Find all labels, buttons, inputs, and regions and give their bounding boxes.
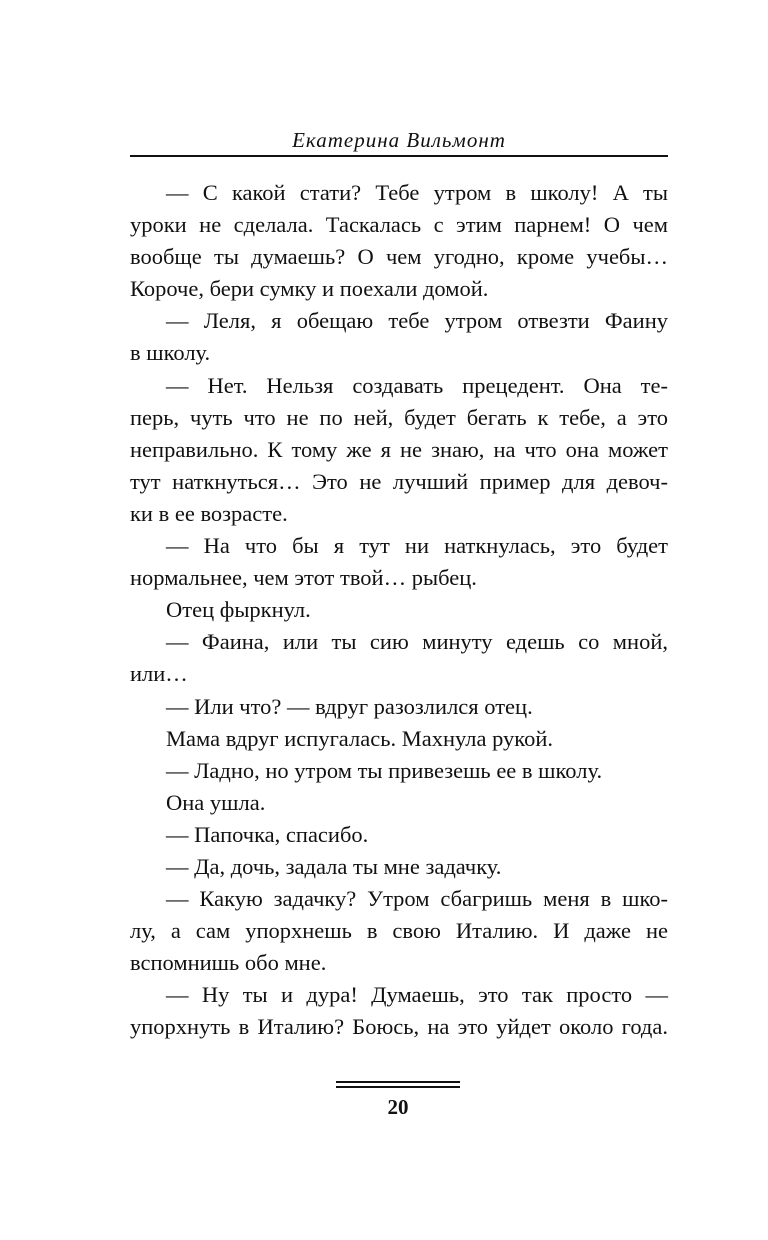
text-line: — Да, дочь, задала ты мне задачку. <box>166 853 502 879</box>
footer-double-rule <box>336 1081 460 1088</box>
text-line: — Папочка, спасибо. <box>166 821 369 847</box>
body-text <box>130 177 668 1044</box>
text-line: неправильно. К тому же я не знаю, на что она может <box>130 436 668 462</box>
text-line: — Нет. Нельзя создавать прецедент. Она те- <box>166 372 668 398</box>
text-line: вообще ты думаешь? О чем угодно, кроме учебы… <box>130 244 668 270</box>
text-line: Короче, бери сумку и поехали домой. <box>130 276 489 302</box>
text-line: — Леля, я обещаю тебе утром отвезти Фаину <box>166 308 668 334</box>
text-line: — Ну ты и дура! Думаешь, это так просто — <box>166 982 668 1008</box>
text-line: Она ушла. <box>166 789 266 815</box>
page-number: 20 <box>387 1095 409 1119</box>
text-line: лу, а сам упорхнешь в свою Италию. И даже не <box>130 918 668 944</box>
text-line: — Ладно, но утром ты привезешь ее в школу. <box>166 757 603 783</box>
text-line: перь, чуть что не по ней, будет бегать к тебе, а это <box>130 404 668 430</box>
text-line: — Или что? — вдруг разозлился отец. <box>166 693 533 719</box>
text-line: ки в ее возрасте. <box>130 500 288 526</box>
text-line: упорхнуть в Италию? Боюсь, на это уйдет около года. <box>130 1014 668 1040</box>
header-divider <box>130 155 668 157</box>
text-line: или… <box>130 661 188 687</box>
text-line: тут наткнуться… Это не лучший пример для девоч- <box>130 468 668 494</box>
text-line: — Фаина, или ты сию минуту едешь со мной, <box>166 629 668 655</box>
text-line: — На что бы я тут ни наткнулась, это будет <box>166 533 668 559</box>
text-line: вспомнишь обо мне. <box>130 950 327 976</box>
running-head-author: Екатерина Вильмонт <box>292 128 506 152</box>
text-line: в школу. <box>130 340 211 366</box>
text-line: нормальнее, чем этот твой… рыбец. <box>130 565 477 591</box>
text-line: уроки не сделала. Таскалась с этим парнем! О чем <box>130 212 668 238</box>
text-line: — Какую задачку? Утром сбагришь меня в шко- <box>166 886 668 912</box>
text-line: Отец фыркнул. <box>166 597 311 623</box>
text-line: — С какой стати? Тебе утром в школу! А ты <box>166 180 668 205</box>
text-line: Мама вдруг испугалась. Махнула рукой. <box>166 725 553 751</box>
